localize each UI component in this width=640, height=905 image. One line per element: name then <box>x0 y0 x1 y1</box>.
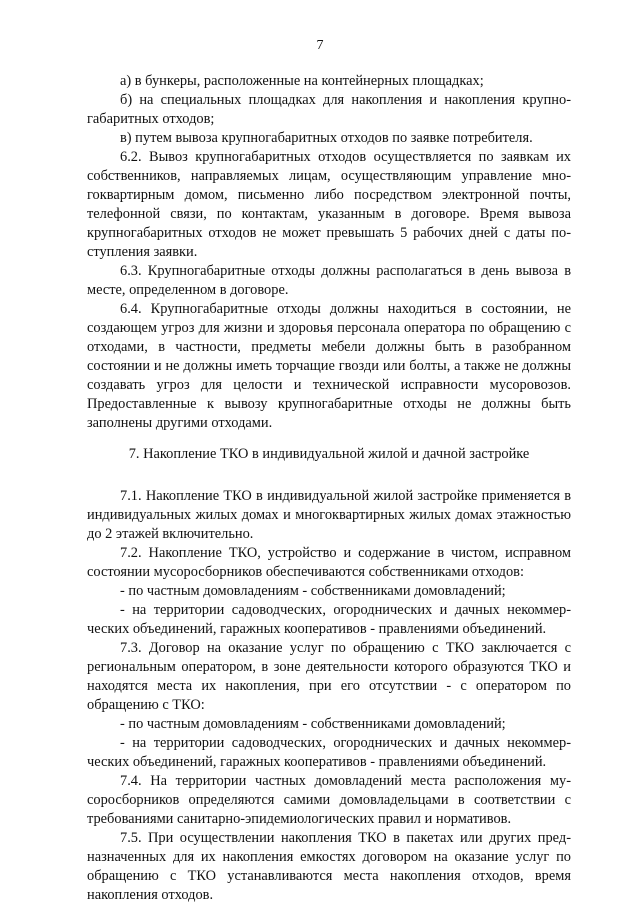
document-body <box>87 72 571 905</box>
section-7-heading: 7. Накопление ТКО в индивидуальной жилой и дачной застройке <box>128 446 530 462</box>
paragraph-6-1-b: б) на специальных площадках для накопления и накопления крупногабаритных отходов; <box>87 92 571 127</box>
list-item-associations-2: - на территории садоводческих, огороднических и дачных некоммерческих объединений, гаражных кооперативов - правлениями объединений. <box>87 735 571 770</box>
paragraph-6-1-a: а) в бункеры, расположенные на контейнерных площадках; <box>120 73 484 89</box>
paragraph-7-1: 7.1. Накопление ТКО в индивидуальной жилой застройке применяется в индивидуальных жилых домах и многоквартирных жилых домах этажностью до 2 этажей включительно. <box>87 488 571 542</box>
page-number: 7 <box>316 38 324 53</box>
paragraph-6-3: 6.3. Крупногабаритные отходы должны располагаться в день вывоза в месте, определенном в договоре. <box>87 263 571 298</box>
paragraph-6-2: 6.2. Вывоз крупногабаритных отходов осуществляется по заявкам их собственников, направляемых лицам, осуществляющим управление многоквартирным домом, письменно либо посредством электронной почты, телефонной связи, по контактам, указанным в договоре. Время вывоза крупногабаритных отходов не может превышать 5 рабочих дней с даты поступления заявки. <box>87 149 571 260</box>
list-item-associations: - на территории садоводческих, огороднических и дачных некоммерческих объединений, гаражных кооперативов - правлениями объединений. <box>87 602 571 637</box>
paragraph-7-5: 7.5. При осуществлении накопления ТКО в пакетах или других предназначенных для их накопления емкостях договором на оказание услуг по обращению с ТКО устанавливаются места накопления отходов, время накопления отходов. <box>87 830 571 903</box>
paragraph-7-3: 7.3. Договор на оказание услуг по обращению с ТКО заключается с региональным оператором, в зоне деятельности которого образуются ТКО и находятся места их накопления, при его отсутствии - с оператором по обращению с ТКО: <box>87 640 571 713</box>
paragraph-6-1-c: в) путем вывоза крупногабаритных отходов по заявке потребителя. <box>120 130 533 146</box>
list-item-private-households: - по частным домовладениям - собственниками домовладений; <box>120 583 506 599</box>
list-item-private-households-2: - по частным домовладениям - собственниками домовладений; <box>120 716 506 732</box>
paragraph-7-2: 7.2. Накопление ТКО, устройство и содержание в чистом, исправном состоянии мусоросборников обеспечиваются собственниками отходов: <box>87 545 571 580</box>
paragraph-6-4: 6.4. Крупногабаритные отходы должны находиться в состоянии, не создающем угроз для жизни и здоровья персонала оператора по обращению с отходами, в частности, предметы мебели должны быть в разобранном состоянии и не должны иметь торчащие гвозди или болты, а также не должны создавать угроз для целости и технической исправности мусоровозов. Предоставленные к вывозу крупногабаритные отходы не должны быть заполнены другими отходами. <box>87 301 571 431</box>
paragraph-7-4: 7.4. На территории частных домовладений места расположения мусоросборников определяются самими домовладельцами в соответствии с требованиями санитарно-эпидемиологических правил и нормативов. <box>87 773 571 827</box>
